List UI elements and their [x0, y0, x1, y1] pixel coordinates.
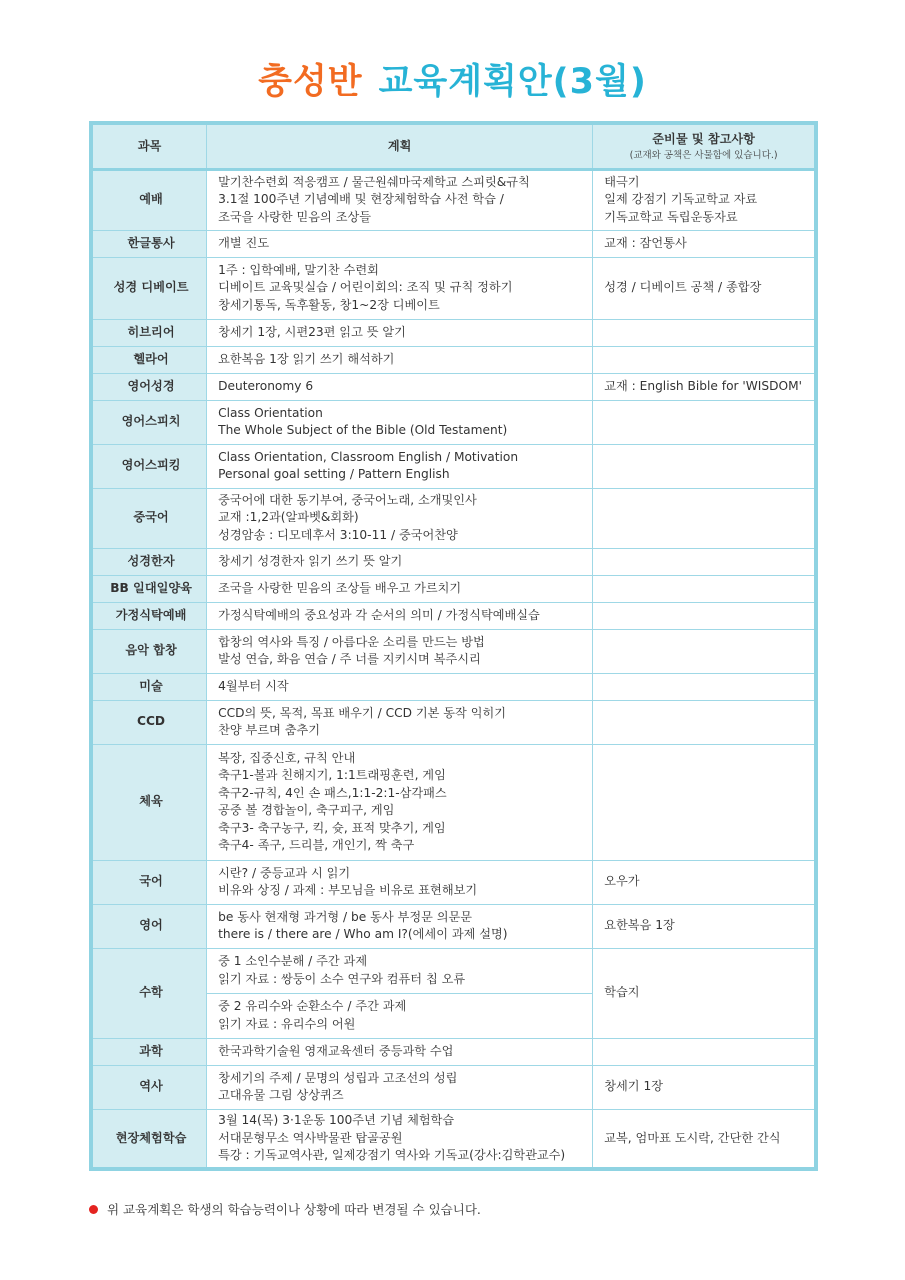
plan-line: 교재 :1,2과(알파벳&회화) — [218, 510, 359, 525]
plan-line: Class Orientation, Classroom English / Motivation — [218, 449, 519, 464]
notes-cell — [593, 1109, 816, 1169]
plan-cell — [207, 629, 593, 673]
notes-cell — [593, 444, 816, 488]
title-plan-name: 교육계획안(3월) — [378, 62, 647, 102]
plan-cell — [207, 373, 593, 400]
plan-line: 찬양 부르며 춤추기 — [218, 723, 321, 737]
plan-line: there is / there are / Who am I?(에세이 과제 설명) — [218, 927, 508, 941]
plan-cell — [207, 602, 593, 629]
table-row — [91, 948, 816, 993]
footer-note — [89, 1201, 481, 1219]
table-row — [91, 230, 816, 257]
table-row — [91, 673, 816, 700]
plan-line: 개별 진도 — [218, 235, 270, 250]
plan-line: 합창의 역사와 특징 / 아름다운 소리를 만드는 방법 — [218, 634, 485, 649]
notes-cell — [593, 629, 816, 673]
notes-cell — [593, 373, 816, 400]
plan-line: 한국과학기술원 영재교육센터 중등과학 수업 — [218, 1043, 454, 1058]
plan-cell — [207, 548, 593, 575]
table-row — [91, 1109, 816, 1169]
header-notes — [593, 123, 816, 169]
header-notes-subtitle: (교재와 공책은 사물함에 있습니다.) — [629, 149, 778, 161]
plan-line: 비유와 상징 / 과제 : 부모님을 비유로 표현해보기 — [218, 883, 478, 897]
education-plan-table — [89, 121, 818, 1171]
plan-line: CCD의 뜻, 목적, 목표 배우기 / CCD 기본 동작 익히기 — [218, 705, 507, 720]
plan-line: 창세기의 주제 / 문명의 성립과 고조선의 성립 — [218, 1070, 458, 1085]
plan-line: 고대유물 그림 상상퀴즈 — [218, 1088, 344, 1102]
notes-cell — [593, 1065, 816, 1109]
subject-cell: 중국어 — [91, 488, 207, 548]
table-row — [91, 319, 816, 346]
subject-cell: 가정식탁예배 — [91, 602, 207, 629]
plan-line: 3.1절 100주년 기념예배 및 현장체험학습 사전 학습 / — [218, 192, 504, 207]
plan-line: 창세기 1장, 시편23편 읽고 뜻 알기 — [218, 324, 406, 339]
plan-line: 1주 : 입학예배, 말기찬 수련회 — [218, 262, 379, 277]
table-row — [91, 700, 816, 744]
table-row — [91, 860, 816, 904]
plan-line: be 동사 현재형 과거형 / be 동사 부정문 의문문 — [218, 909, 473, 924]
plan-cell — [207, 1109, 593, 1169]
plan-line: 가정식탁예배의 중요성과 각 순서의 의미 / 가정식탁예배실습 — [218, 607, 540, 622]
plan-cell — [207, 319, 593, 346]
notes-cell — [593, 169, 816, 230]
table-row — [91, 744, 816, 860]
plan-cell — [207, 700, 593, 744]
notes-line: 기독교학교 독립운동자료 — [604, 209, 738, 224]
header-plan: 계획 — [207, 123, 593, 169]
notes-cell — [593, 1038, 816, 1065]
notes-cell — [593, 346, 816, 373]
subject-cell: 예배 — [91, 169, 207, 230]
plan-line: 읽기 자료 : 쌍둥이 소수 연구와 컴퓨터 칩 오류 — [218, 971, 466, 986]
plan-line: 요한복음 1장 읽기 쓰기 해석하기 — [218, 351, 395, 366]
plan2-line: 읽기 자료 : 유리수의 어원 — [218, 1016, 356, 1031]
subject-cell: 체육 — [91, 744, 207, 860]
notes-cell — [593, 948, 816, 1038]
plan-cell — [207, 948, 593, 993]
table-row — [91, 602, 816, 629]
plan-cell — [207, 488, 593, 548]
subject-cell: 영어스피치 — [91, 400, 207, 444]
plan-cell — [207, 993, 593, 1038]
notes-cell — [593, 673, 816, 700]
plan-line: 중국어에 대한 동기부여, 중국어노래, 소개및인사 — [218, 492, 477, 507]
table-row — [91, 400, 816, 444]
plan-cell — [207, 257, 593, 319]
table-row — [91, 575, 816, 602]
plan2-line: 중 2 유리수와 순환소수 / 주간 과제 — [218, 999, 407, 1013]
notes-cell — [593, 904, 816, 948]
notes-cell — [593, 744, 816, 860]
notes-cell — [593, 575, 816, 602]
notes-cell — [593, 488, 816, 548]
table-row — [91, 169, 816, 230]
plan-line: Class Orientation — [218, 405, 323, 420]
notes-cell — [593, 319, 816, 346]
table-row — [91, 346, 816, 373]
notes-line: 교재 : 잠언통사 — [604, 235, 687, 250]
subject-cell: 한글통사 — [91, 230, 207, 257]
footer-note-text: 위 교육계획은 학생의 학습능력이나 상황에 따라 변경될 수 있습니다. — [107, 1202, 481, 1217]
plan-line: 말기찬수련회 적응캠프 / 물근원쉐마국제학교 스피릿&규칙 — [218, 174, 530, 189]
bullet-icon — [89, 1205, 98, 1214]
subject-cell: 국어 — [91, 860, 207, 904]
notes-line: 일제 강점기 기독교학교 자료 — [604, 192, 758, 207]
subject-cell: 성경한자 — [91, 548, 207, 575]
table-row — [91, 257, 816, 319]
plan-line: 시란? / 중등교과 시 읽기 — [218, 865, 351, 880]
table-body — [91, 169, 816, 1169]
plan-cell — [207, 744, 593, 860]
notes-cell — [593, 230, 816, 257]
plan-cell — [207, 400, 593, 444]
plan-line: 축구2-규칙, 4인 손 패스,1:1-2:1-삼각패스 — [218, 785, 447, 800]
notes-cell — [593, 257, 816, 319]
notes-line: 교복, 엄마표 도시락, 간단한 간식 — [604, 1130, 781, 1145]
subject-cell: 현장체험학습 — [91, 1109, 207, 1169]
notes-line: 오우가 — [604, 874, 640, 889]
table-row — [91, 373, 816, 400]
subject-cell: 헬라어 — [91, 346, 207, 373]
header-subject: 과목 — [91, 123, 207, 169]
subject-cell: 히브리어 — [91, 319, 207, 346]
header-notes-title: 준비물 및 참고사항 — [652, 132, 755, 146]
subject-cell: 수학 — [91, 948, 207, 1038]
plan-line: Personal goal setting / Pattern English — [218, 467, 450, 481]
plan-line: 디베이트 교육및실습 / 어린이회의: 조직 및 규칙 정하기 — [218, 280, 513, 295]
notes-line: 창세기 1장 — [604, 1079, 663, 1094]
plan-line: 발성 연습, 화음 연습 / 주 너를 지키시며 복주시리 — [218, 652, 481, 666]
plan-cell — [207, 673, 593, 700]
plan-cell — [207, 346, 593, 373]
notes-line: 성경 / 디베이트 공책 / 종합장 — [604, 280, 762, 295]
notes-line: 태극기 — [604, 174, 640, 189]
subject-cell: 미술 — [91, 673, 207, 700]
plan-cell — [207, 444, 593, 488]
plan-line: Deuteronomy 6 — [218, 378, 314, 393]
plan-line: 조국을 사랑한 믿음의 조상들 — [218, 209, 372, 224]
table-row — [91, 1065, 816, 1109]
notes-cell — [593, 548, 816, 575]
plan-cell — [207, 1038, 593, 1065]
plan-cell — [207, 575, 593, 602]
plan-line: 축구1-볼과 친해지기, 1:1트래핑훈련, 게임 — [218, 768, 446, 782]
table-row — [91, 1038, 816, 1065]
notes-line: 학습지 — [604, 985, 640, 1000]
table-header-row — [91, 123, 816, 169]
subject-cell: 영어 — [91, 904, 207, 948]
plan-cell — [207, 860, 593, 904]
subject-cell: 역사 — [91, 1065, 207, 1109]
plan-line: 창세기통독, 독후활동, 창1~2장 디베이트 — [218, 297, 440, 312]
plan-line: 창세기 성경한자 읽기 쓰기 뜻 알기 — [218, 553, 403, 568]
plan-line: 복장, 집중신호, 규칙 안내 — [218, 750, 356, 765]
subject-cell: 과학 — [91, 1038, 207, 1065]
plan-cell — [207, 904, 593, 948]
plan-cell — [207, 230, 593, 257]
subject-cell: 음악 합창 — [91, 629, 207, 673]
subject-cell: CCD — [91, 700, 207, 744]
table-row — [91, 629, 816, 673]
plan-line: 축구4- 족구, 드리블, 개인기, 짝 축구 — [218, 838, 415, 852]
subject-cell: 영어스피킹 — [91, 444, 207, 488]
page-title — [0, 58, 905, 106]
title-class-name: 충성반 — [258, 62, 363, 102]
notes-cell — [593, 602, 816, 629]
plan-cell — [207, 169, 593, 230]
notes-line: 요한복음 1장 — [604, 918, 675, 933]
plan-line: 3월 14(목) 3·1운동 100주년 기념 체험학습 — [218, 1113, 455, 1127]
plan-line: 조국을 사랑한 믿음의 조상들 배우고 가르치기 — [218, 580, 462, 595]
notes-cell — [593, 860, 816, 904]
subject-cell: 성경 디베이트 — [91, 257, 207, 319]
subject-cell: BB 일대일양육 — [91, 575, 207, 602]
plan-line: 중 1 소인수분해 / 주간 과제 — [218, 954, 368, 968]
plan-line: 특강 : 기독교역사관, 일제강점기 역사와 기독교(강사:김학관교수) — [218, 1148, 566, 1162]
table-row — [91, 488, 816, 548]
table-row — [91, 444, 816, 488]
plan-line: 공중 볼 경합놀이, 축구피구, 게임 — [218, 803, 395, 817]
plan-line: 성경암송 : 디모데후서 3:10-11 / 중국어찬양 — [218, 527, 458, 542]
plan-line: 축구3- 축구농구, 킥, 슛, 표적 맞추기, 게임 — [218, 820, 446, 835]
table-row — [91, 904, 816, 948]
plan-cell — [207, 1065, 593, 1109]
plan-line: 서대문형무소 역사박물관 탑골공원 — [218, 1130, 403, 1145]
table-row — [91, 548, 816, 575]
subject-cell: 영어성경 — [91, 373, 207, 400]
plan-line: 4월부터 시작 — [218, 678, 289, 693]
plan-line: The Whole Subject of the Bible (Old Testament) — [218, 423, 508, 437]
notes-cell — [593, 400, 816, 444]
notes-cell — [593, 700, 816, 744]
notes-line: 교재 : English Bible for 'WISDOM' — [604, 378, 802, 393]
